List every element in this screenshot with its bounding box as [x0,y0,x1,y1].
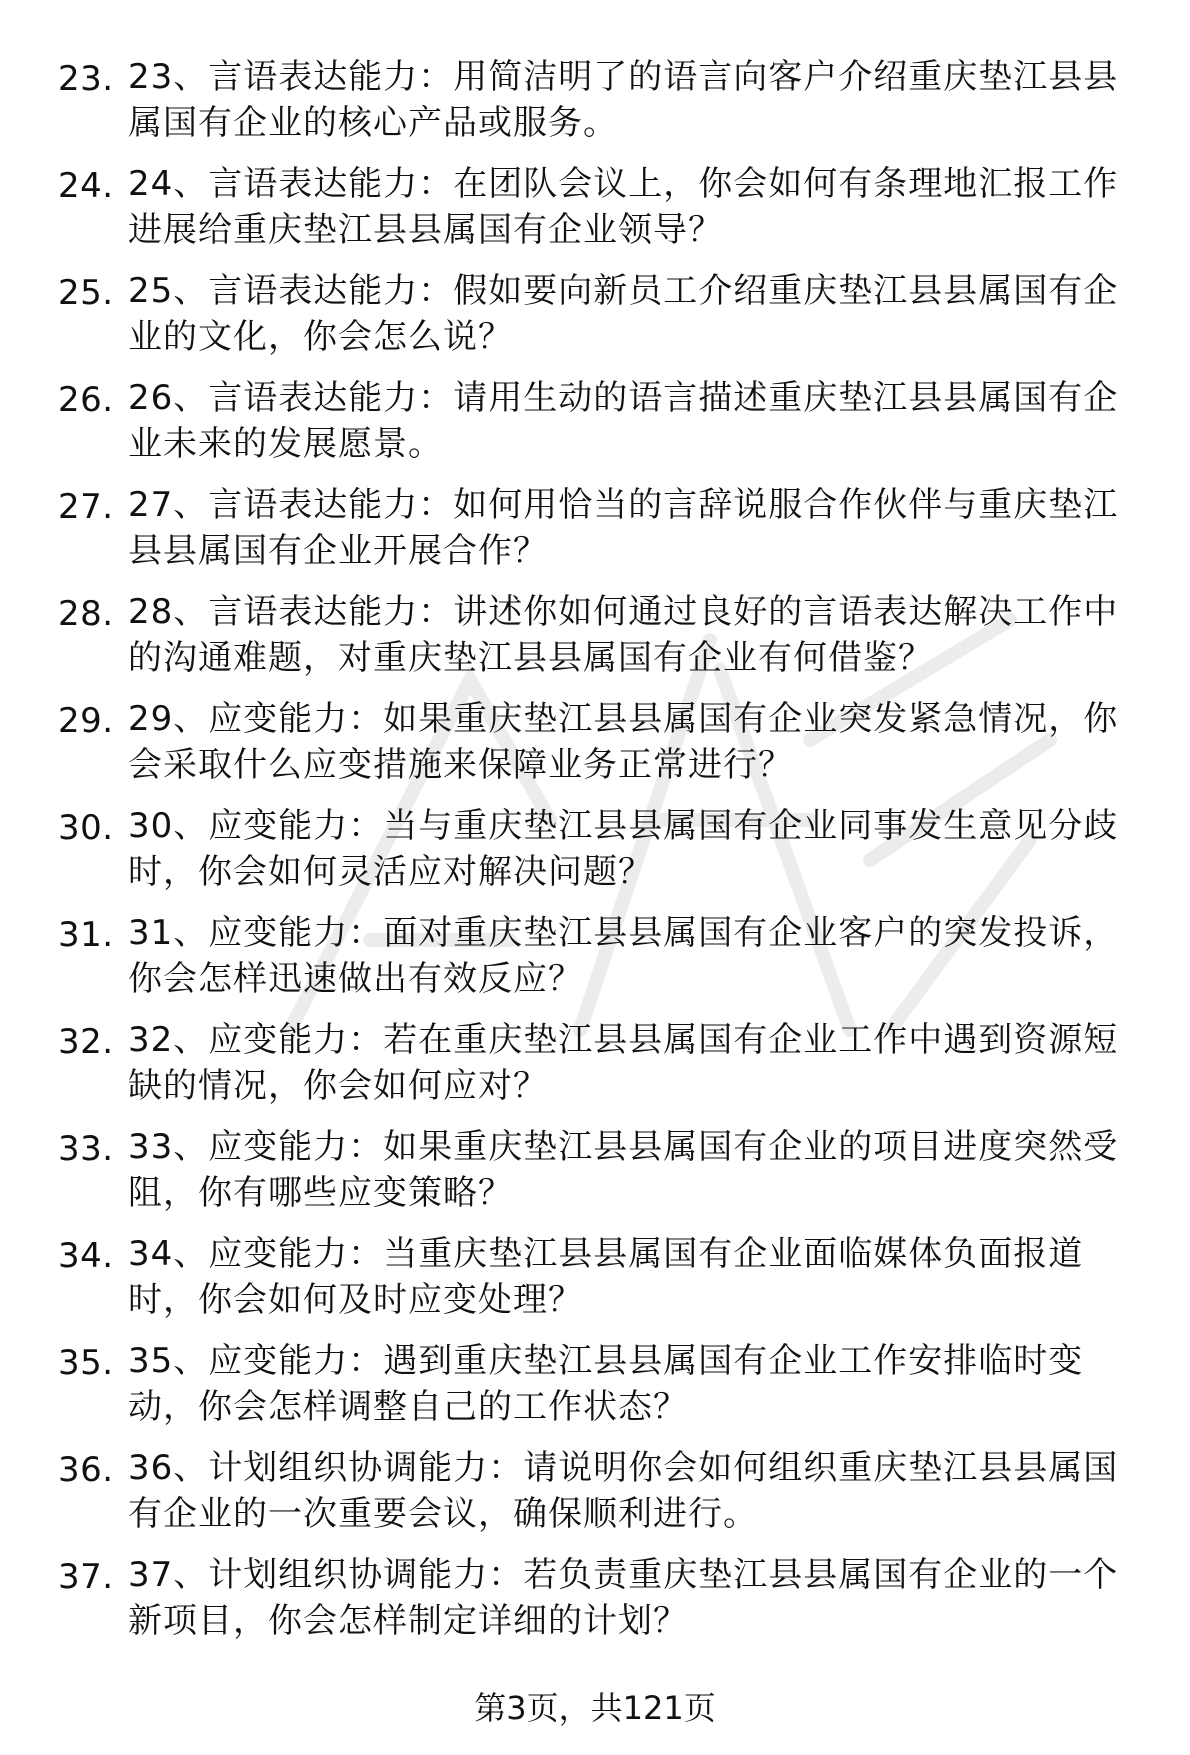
question-text: 26、言语表达能力：请用生动的语言描述重庆垫江县县属国有企业未来的发展愿景。 [128,378,1119,464]
list-item [0,474,1190,581]
question-text: 37、计划组织协调能力：若负责重庆垫江县县属国有企业的一个新项目，你会怎样制定详细的计划？ [128,1555,1119,1641]
question-number: 30. [58,808,114,848]
question-text: 32、应变能力：若在重庆垫江县县属国有企业工作中遇到资源短缺的情况，你会如何应对？ [128,1020,1119,1106]
question-number: 37. [58,1557,114,1597]
list-item [0,1437,1190,1544]
question-text: 29、应变能力：如果重庆垫江县县属国有企业突发紧急情况，你会采取什么应变措施来保障业务正常进行？ [128,699,1119,785]
list-item [0,1544,1190,1651]
list-item [0,153,1190,260]
question-number: 25. [58,273,114,313]
list-item [0,795,1190,902]
question-number: 33. [58,1129,114,1169]
question-list [0,46,1190,1651]
question-number: 27. [58,487,114,527]
question-number: 29. [58,701,114,741]
question-number: 23. [58,59,114,99]
question-text: 33、应变能力：如果重庆垫江县县属国有企业的项目进度突然受阻，你有哪些应变策略？ [128,1127,1119,1213]
question-number: 28. [58,594,114,634]
list-item [0,1009,1190,1116]
list-item [0,1223,1190,1330]
question-text: 35、应变能力：遇到重庆垫江县县属国有企业工作安排临时变动，你会怎样调整自己的工作状态？ [128,1341,1084,1427]
list-item [0,1330,1190,1437]
question-text: 31、应变能力：面对重庆垫江县县属国有企业客户的突发投诉，你会怎样迅速做出有效反应？ [128,913,1119,999]
question-text: 23、言语表达能力：用简洁明了的语言向客户介绍重庆垫江县县属国有企业的核心产品或服务。 [128,57,1119,143]
list-item [0,367,1190,474]
list-item [0,260,1190,367]
question-text: 30、应变能力：当与重庆垫江县县属国有企业同事发生意见分歧时，你会如何灵活应对解决问题？ [128,806,1119,892]
list-item [0,688,1190,795]
question-text: 25、言语表达能力：假如要向新员工介绍重庆垫江县县属国有企业的文化，你会怎么说？ [128,271,1119,357]
question-number: 36. [58,1450,114,1490]
question-text: 34、应变能力：当重庆垫江县县属国有企业面临媒体负面报道时，你会如何及时应变处理？ [128,1234,1084,1320]
question-number: 34. [58,1236,114,1276]
question-number: 31. [58,915,114,955]
list-item [0,1116,1190,1223]
question-text: 27、言语表达能力：如何用恰当的言辞说服合作伙伴与重庆垫江县县属国有企业开展合作？ [128,485,1119,571]
list-item [0,46,1190,153]
question-text: 28、言语表达能力：讲述你如何通过良好的言语表达解决工作中的沟通难题，对重庆垫江县县属国有企业有何借鉴？ [128,592,1119,678]
question-text: 24、言语表达能力：在团队会议上，你会如何有条理地汇报工作进展给重庆垫江县县属国有企业领导？ [128,164,1119,250]
question-number: 32. [58,1022,114,1062]
list-item [0,581,1190,688]
question-text: 36、计划组织协调能力：请说明你会如何组织重庆垫江县县属国有企业的一次重要会议，确保顺利进行。 [128,1448,1119,1534]
question-number: 35. [58,1343,114,1383]
page-footer: 第3页，共121页 [474,1689,716,1727]
question-number: 26. [58,380,114,420]
list-item [0,902,1190,1009]
question-number: 24. [58,166,114,206]
